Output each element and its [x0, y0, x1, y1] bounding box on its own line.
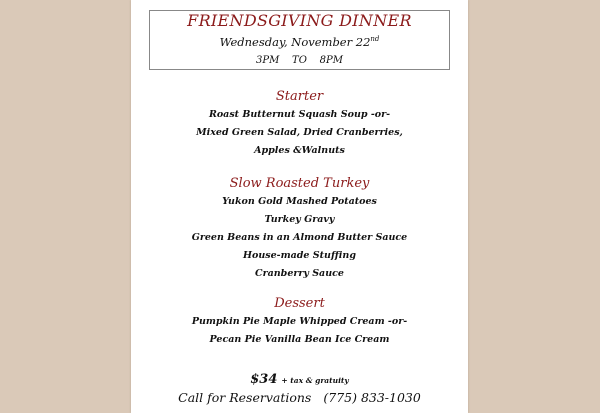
price-line — [131, 368, 468, 387]
event-date-text: Wednesday, November 22 — [219, 35, 371, 49]
phone-number[interactable]: (775) 833-1030 — [323, 390, 421, 405]
reservations-label: Call for Reservations — [178, 390, 312, 405]
title-box — [149, 10, 450, 70]
menu-item: Green Beans in an Almond Butter Sauce — [191, 232, 408, 243]
section-heading: Starter — [275, 89, 324, 104]
menu-item: Apples &Walnuts — [254, 145, 345, 156]
menu-item: House-made Stuffing — [243, 250, 356, 261]
menu-item: Yukon Gold Mashed Potatoes — [222, 196, 377, 207]
section-heading: Slow Roasted Turkey — [229, 176, 370, 191]
event-title: FRIENDSGIVING DINNER — [187, 11, 412, 30]
menu-item: Cranberry Sauce — [255, 268, 344, 279]
section-starter — [131, 88, 468, 160]
event-date-suffix: nd — [370, 35, 380, 43]
reservations-line — [131, 390, 468, 405]
section-heading: Dessert — [274, 296, 325, 311]
price: $34 — [250, 372, 278, 387]
section-main-course — [131, 175, 468, 283]
event-date — [150, 35, 449, 49]
menu-item: Turkey Gravy — [264, 214, 335, 225]
menu-item: Mixed Green Salad, Dried Cranberries, — [196, 127, 403, 138]
menu-item: Pumpkin Pie Maple Whipped Cream -or- — [191, 316, 408, 327]
menu-item: Pecan Pie Vanilla Bean Ice Cream — [209, 334, 390, 345]
price-note: + tax & gratuity — [281, 376, 349, 385]
section-dessert — [131, 295, 468, 349]
event-time: 3PM TO 8PM — [256, 55, 343, 66]
menu-page — [131, 0, 468, 413]
menu-item: Roast Butternut Squash Soup -or- — [208, 109, 391, 120]
